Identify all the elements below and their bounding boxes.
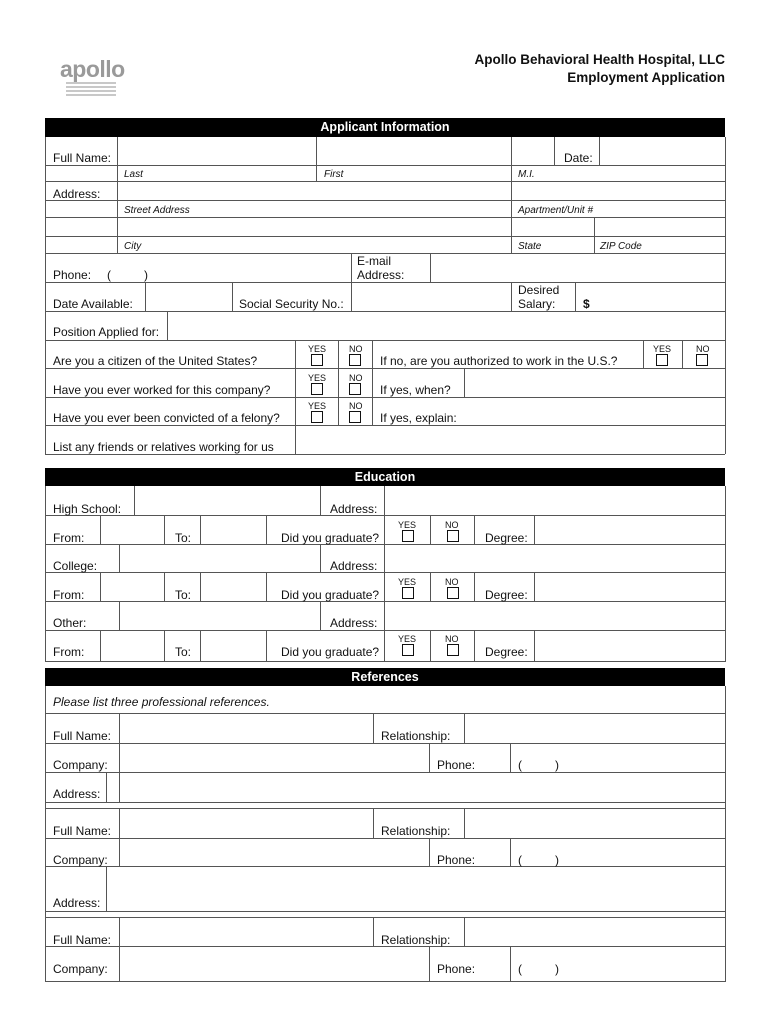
authorized-no-label: NO	[696, 344, 710, 354]
email-label-line1: E-mail	[357, 254, 392, 268]
ref1-relationship-field[interactable]	[465, 713, 724, 743]
phone-label: Phone:	[53, 268, 92, 282]
college-graduate-label: Did you graduate?	[281, 588, 380, 602]
ssn-field[interactable]	[352, 282, 510, 311]
other-from-field[interactable]	[101, 630, 164, 661]
state-field[interactable]	[513, 217, 593, 236]
ref3-phone-open: (	[518, 962, 522, 976]
hs-to-field[interactable]	[201, 515, 266, 544]
worked-no-label: NO	[349, 373, 363, 383]
college-no-checkbox[interactable]	[447, 587, 459, 599]
ref2-full-name-field[interactable]	[120, 808, 373, 838]
hs-degree-field[interactable]	[535, 515, 724, 544]
desired-salary-label-line2: Salary:	[518, 297, 556, 311]
date-label: Date:	[564, 151, 593, 165]
hospital-name: Apollo Behavioral Health Hospital, LLC	[474, 52, 725, 67]
full-name-label: Full Name:	[53, 151, 112, 165]
phone-area-close: )	[144, 268, 148, 282]
references-instructions: Please list three professional references.	[53, 695, 270, 709]
other-address-field[interactable]	[385, 601, 724, 630]
last-caption: Last	[124, 169, 143, 180]
high-school-address-field[interactable]	[385, 486, 724, 515]
other-no-label: NO	[445, 634, 459, 644]
other-degree-field[interactable]	[535, 630, 724, 661]
logo-tagline-lines	[66, 82, 116, 96]
college-field[interactable]	[120, 544, 320, 572]
citizen-question: Are you a citizen of the United States?	[53, 354, 258, 368]
ref1-company-label: Company:	[53, 758, 108, 772]
ref2-phone-field[interactable]	[511, 838, 724, 866]
company-logo	[60, 58, 125, 96]
college-degree-field[interactable]	[535, 572, 724, 601]
date-available-field[interactable]	[146, 282, 232, 311]
first-name-field[interactable]	[318, 137, 510, 165]
form-title: Employment Application	[567, 70, 725, 85]
section-education: Education	[45, 468, 725, 486]
ref1-full-name-label: Full Name:	[53, 729, 112, 743]
ref1-phone-label: Phone:	[437, 758, 476, 772]
desired-salary-field[interactable]	[594, 282, 724, 311]
when-label: If yes, when?	[380, 383, 451, 397]
first-caption: First	[324, 169, 344, 180]
authorized-yes-label: YES	[653, 344, 672, 354]
ref2-address-label: Address:	[53, 896, 101, 910]
citizen-no-label: NO	[349, 344, 363, 354]
address-label: Address:	[53, 187, 101, 201]
desired-salary-label-line1: Desired	[518, 283, 560, 297]
city-field[interactable]	[118, 217, 510, 236]
ref3-phone-label: Phone:	[437, 962, 476, 976]
felony-yes-checkbox[interactable]	[311, 411, 323, 423]
section-references: References	[45, 668, 725, 686]
college-yes-checkbox[interactable]	[402, 587, 414, 599]
felony-yes-label: YES	[308, 401, 327, 411]
when-field[interactable]	[465, 368, 724, 397]
explain-label: If yes, explain:	[380, 411, 457, 425]
email-label-line2: Address:	[357, 268, 405, 282]
ref3-full-name-label: Full Name:	[53, 933, 112, 947]
other-yes-checkbox[interactable]	[402, 644, 414, 656]
ref3-full-name-field[interactable]	[120, 917, 373, 946]
ref3-phone-field[interactable]	[511, 946, 724, 981]
ref3-relationship-label: Relationship:	[381, 933, 451, 947]
felony-no-label: NO	[349, 401, 363, 411]
college-label: College:	[53, 559, 98, 573]
ref2-company-label: Company:	[53, 853, 108, 867]
citizen-yes-checkbox[interactable]	[311, 354, 323, 366]
ref3-relationship-field[interactable]	[465, 917, 724, 946]
college-degree-label: Degree:	[485, 588, 528, 602]
ref1-full-name-field[interactable]	[120, 713, 373, 743]
apartment-caption: Apartment/Unit #	[518, 205, 594, 216]
date-available-label: Date Available:	[53, 297, 133, 311]
hs-graduate-label: Did you graduate?	[281, 531, 380, 545]
friends-label: List any friends or relatives working for us	[53, 440, 274, 454]
ssn-label: Social Security No.:	[239, 297, 344, 311]
last-name-field[interactable]	[118, 137, 316, 165]
apartment-field[interactable]	[513, 181, 724, 200]
ref2-address-field[interactable]	[107, 866, 724, 911]
hs-from-label: From:	[53, 531, 85, 545]
felony-no-checkbox[interactable]	[349, 411, 361, 423]
high-school-field[interactable]	[135, 486, 320, 515]
hs-no-label: NO	[445, 520, 459, 530]
college-no-label: NO	[445, 577, 459, 587]
authorized-no-checkbox[interactable]	[696, 354, 708, 366]
ref2-full-name-label: Full Name:	[53, 824, 112, 838]
worked-no-checkbox[interactable]	[349, 383, 361, 395]
other-school-field[interactable]	[120, 601, 320, 630]
logo-wordmark: apollo	[60, 56, 125, 82]
hs-from-field[interactable]	[101, 515, 164, 544]
other-no-checkbox[interactable]	[447, 644, 459, 656]
felony-question: Have you ever been convicted of a felony?	[53, 411, 280, 425]
college-yes-label: YES	[398, 577, 417, 587]
ref2-phone-close: )	[555, 853, 559, 867]
ref2-relationship-field[interactable]	[465, 808, 724, 838]
friends-field[interactable]	[296, 425, 724, 454]
college-address-label: Address:	[330, 559, 378, 573]
middle-initial-field[interactable]	[513, 137, 553, 165]
high-school-label: High School:	[53, 502, 122, 516]
ref1-phone-open: (	[518, 758, 522, 772]
worked-yes-label: YES	[308, 373, 327, 383]
section-applicant-information: Applicant Information	[45, 118, 725, 137]
other-address-label: Address:	[330, 616, 378, 630]
other-degree-label: Degree:	[485, 645, 528, 659]
ref3-company-field[interactable]	[120, 946, 428, 981]
ref2-phone-open: (	[518, 853, 522, 867]
position-field[interactable]	[168, 311, 724, 340]
street-address-field[interactable]	[118, 181, 510, 200]
other-label: Other:	[53, 616, 87, 630]
zip-caption: ZIP Code	[600, 241, 642, 252]
hs-no-checkbox[interactable]	[447, 530, 459, 542]
college-to-field[interactable]	[201, 572, 266, 601]
ref1-phone-close: )	[555, 758, 559, 772]
ref3-phone-close: )	[555, 962, 559, 976]
worked-yes-checkbox[interactable]	[311, 383, 323, 395]
phone-area-open: (	[107, 268, 111, 282]
college-address-field[interactable]	[385, 544, 724, 572]
phone-field[interactable]	[100, 253, 350, 282]
ref1-address-label: Address:	[53, 787, 101, 801]
ref1-company-field[interactable]	[120, 743, 428, 772]
street-address-caption: Street Address	[124, 205, 190, 216]
ref1-relationship-label: Relationship:	[381, 729, 451, 743]
ref2-company-field[interactable]	[120, 838, 428, 866]
citizen-yes-label: YES	[308, 344, 327, 354]
other-to-label: To:	[175, 645, 192, 659]
hs-yes-label: YES	[398, 520, 417, 530]
date-field[interactable]	[600, 137, 724, 165]
worked-question: Have you ever worked for this company?	[53, 383, 271, 397]
other-to-field[interactable]	[201, 630, 266, 661]
ref2-relationship-label: Relationship:	[381, 824, 451, 838]
currency-symbol: $	[583, 297, 590, 311]
hs-degree-label: Degree:	[485, 531, 528, 545]
city-caption: City	[124, 241, 142, 252]
mi-caption: M.I.	[518, 169, 535, 180]
email-field[interactable]	[431, 253, 724, 282]
other-graduate-label: Did you graduate?	[281, 645, 380, 659]
college-from-label: From:	[53, 588, 85, 602]
position-label: Position Applied for:	[53, 325, 160, 339]
hs-yes-checkbox[interactable]	[402, 530, 414, 542]
state-caption: State	[518, 241, 542, 252]
high-school-address-label: Address:	[330, 502, 378, 516]
zip-field[interactable]	[596, 217, 724, 236]
authorized-yes-checkbox[interactable]	[656, 354, 668, 366]
other-yes-label: YES	[398, 634, 417, 644]
college-to-label: To:	[175, 588, 192, 602]
ref1-address-field[interactable]	[107, 772, 724, 802]
explain-field[interactable]	[465, 397, 724, 425]
ref1-phone-field[interactable]	[511, 743, 724, 772]
citizen-no-checkbox[interactable]	[349, 354, 361, 366]
college-from-field[interactable]	[101, 572, 164, 601]
hs-to-label: To:	[175, 531, 192, 545]
other-from-label: From:	[53, 645, 85, 659]
ref3-company-label: Company:	[53, 962, 108, 976]
ref2-phone-label: Phone:	[437, 853, 476, 867]
authorized-question: If no, are you authorized to work in the U.S.?	[380, 354, 618, 368]
